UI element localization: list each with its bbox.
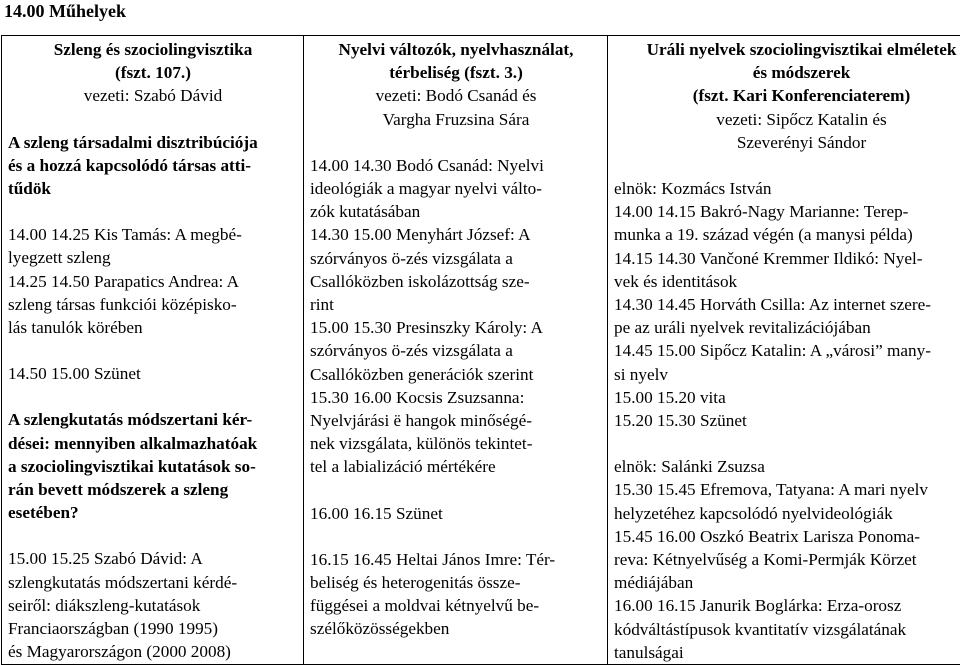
chair-item: elnök: Salánki Zsuzsa (614, 455, 960, 478)
talk-item: 14.00 14.15 Bakró-Nagy Marianne: Terep- munka a 19. század végén (a manysi példa) (614, 200, 960, 246)
session-title: Uráli nyelvek szociolingvisztikai elméletek (614, 38, 960, 61)
session-theme: A szlengkutatás módszertani kér- dései: mennyiben alkalmazhatóak a szociolingvisztikai kutatások so- rán bevett módszerek a szleng esetében? (8, 408, 298, 524)
break-item: 15.20 15.30 Szünet (614, 409, 960, 432)
session-room: (fszt. Kari Konferenciaterem) (614, 84, 960, 107)
session-room: térbeliség (fszt. 3.) (310, 61, 602, 84)
talk-item: 14.25 14.50 Parapatics Andrea: A szleng társas funkciói középisko- lás tanulók körében (8, 270, 298, 340)
session-chairs: vezeti: Bodó Csanád és (310, 84, 602, 107)
chair-item: elnök: Kozmács István (614, 177, 960, 200)
workshop-row (2, 36, 960, 665)
session-chairs: Vargha Fruzsina Sára (310, 108, 602, 131)
break-item: 16.00 16.15 Szünet (310, 502, 602, 525)
session-chairs: vezeti: Sipőcz Katalin és (614, 108, 960, 131)
session-title: Szleng és szociolingvisztika (8, 38, 298, 61)
session-room: (fszt. 107.) (8, 61, 298, 84)
talk-item: 14.45 15.00 Sipőcz Katalin: A „városi” many- si nyelv (614, 339, 960, 385)
workshop-program-table (1, 35, 960, 665)
talk-item: 14.00 14.25 Kis Tamás: A megbé- lyegzett szleng (8, 223, 298, 269)
talk-item: 15.30 15.45 Efremova, Tatyana: A mari nyelv helyzetéhez kapcsolódó nyelvideológiák (614, 478, 960, 524)
session-chairs: vezeti: Szabó Dávid (8, 84, 298, 107)
talk-item: 15.30 16.00 Kocsis Zsuzsanna: Nyelvjárási ë hangok minőségé- nek vizsgálata, különös tekintet- tel a labializáció mértékére (310, 386, 602, 479)
session-szleng (2, 36, 304, 665)
talk-item: 15.00 15.20 vita (614, 386, 960, 409)
page-heading: 14.00 Műhelyek (4, 0, 126, 22)
session-chairs: Szeverényi Sándor (614, 131, 960, 154)
talk-item: 14.30 14.45 Horváth Csilla: Az internet szere- pe az uráli nyelvek revitalizációjában (614, 293, 960, 339)
talk-item: 16.00 16.15 Janurik Boglárka: Erza-orosz kódváltástípusok kvantitatív vizsgálatának tanulságai (614, 594, 960, 664)
talk-item: 14.00 14.30 Bodó Csanád: Nyelvi ideológiák a magyar nyelvi válto- zók kutatásában (310, 154, 602, 224)
talk-item: 15.00 15.25 Szabó Dávid: A szlengkutatás módszertani kérdé- seiről: diákszleng-kutatások Franciaországban (1990 1995) és Magyarországon (2000 2008) (8, 547, 298, 663)
talk-item: 15.45 16.00 Oszkó Beatrix Larisza Ponoma- reva: Kétnyelvűség a Komi-Permják Körzet médiájában (614, 525, 960, 595)
talk-item: 14.30 15.00 Menyhárt József: A szórványos ö-zés vizsgálata a Csallóközben iskolázottság sze- rint (310, 223, 602, 316)
talk-item: 15.00 15.30 Presinszky Károly: A szórványos ö-zés vizsgálata a Csallóközben generációk szerint (310, 316, 602, 386)
session-title: Nyelvi változók, nyelvhasználat, (310, 38, 602, 61)
session-urali-nyelvek (608, 36, 960, 665)
talk-item: 14.15 14.30 Vančoné Kremmer Ildikó: Nyel- vek és identitások (614, 247, 960, 293)
break-item: 14.50 15.00 Szünet (8, 362, 298, 385)
session-theme: A szleng társadalmi disztribúciója és a hozzá kapcsolódó társas atti- tűdök (8, 131, 298, 201)
session-nyelvi-valtozok (304, 36, 608, 665)
session-title-cont: és módszerek (614, 61, 960, 84)
talk-item: 16.15 16.45 Heltai János Imre: Tér- beliség és heterogenitás össze- függései a moldvai kétnyelvű be- szélőközösségekben (310, 548, 602, 641)
